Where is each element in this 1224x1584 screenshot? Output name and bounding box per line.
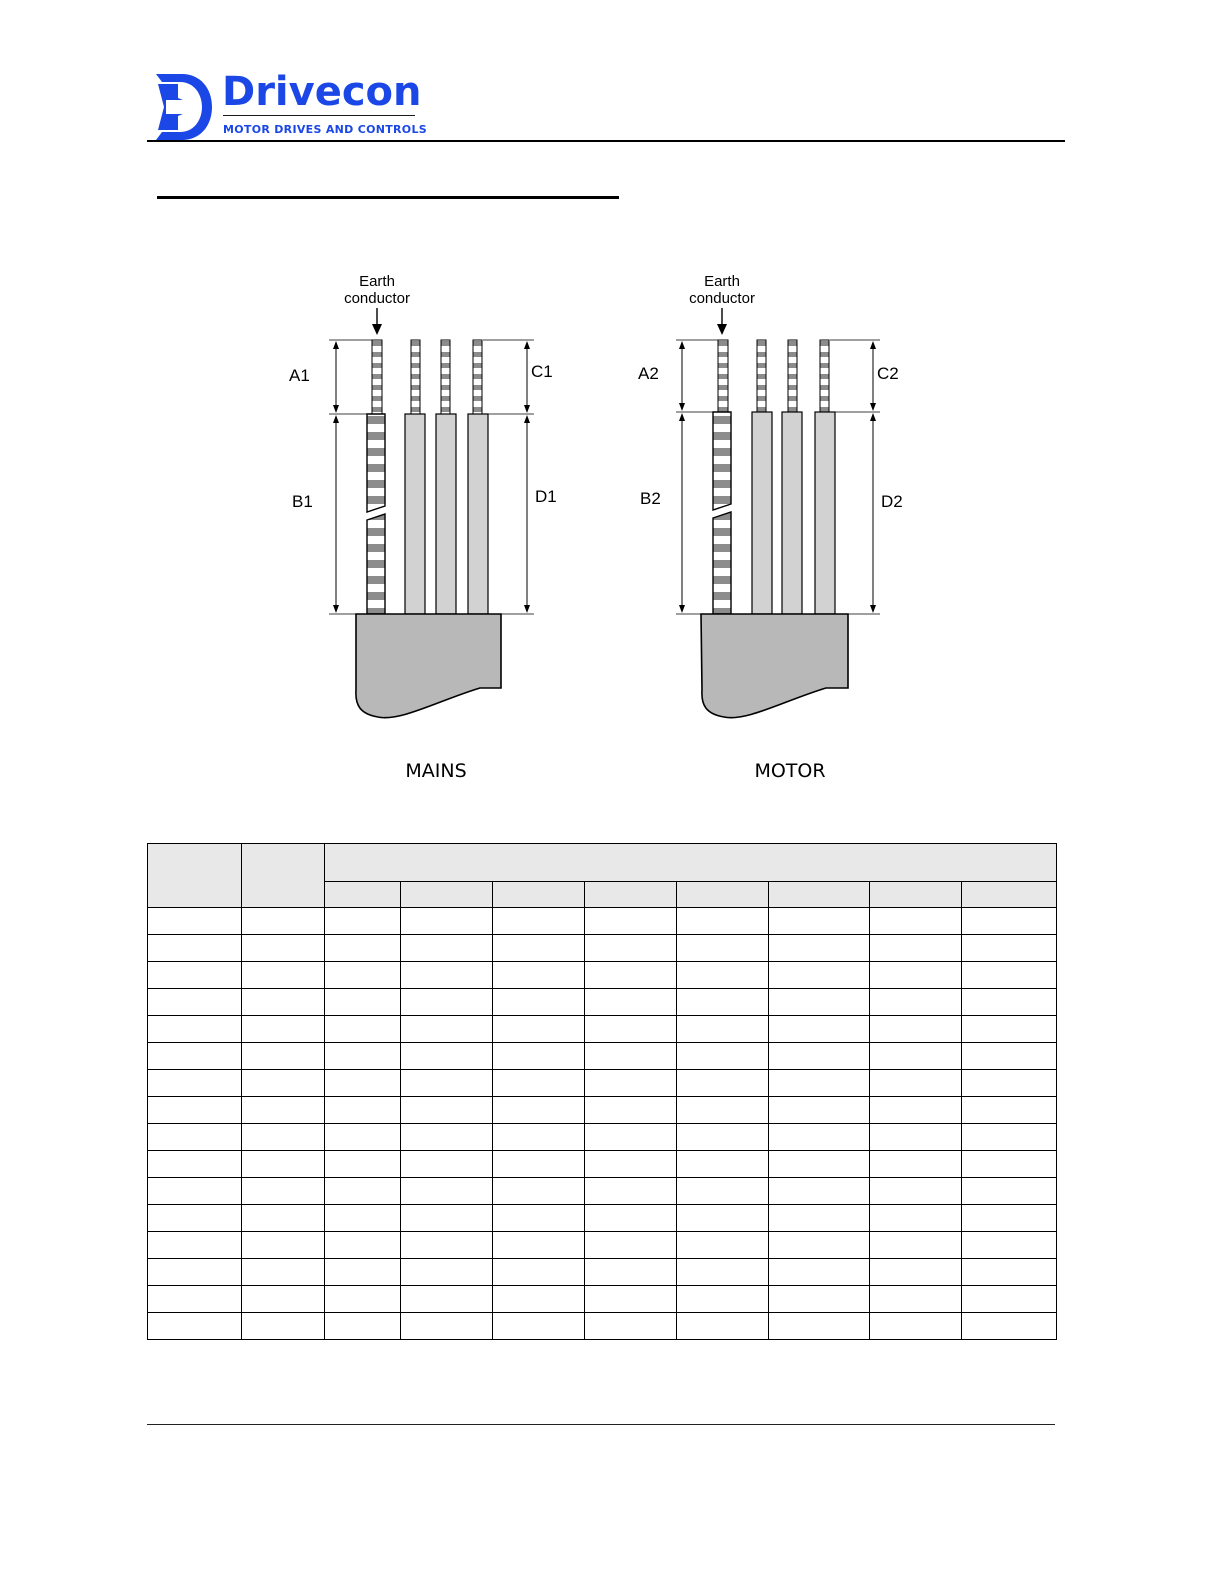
table-cell [870, 1286, 962, 1313]
footer-divider [147, 1424, 1055, 1425]
brand-tagline: MOTOR DRIVES AND CONTROLS [223, 123, 427, 136]
table-cell [677, 908, 769, 935]
table-cell [870, 1259, 962, 1286]
mains-phase-stripped-end [441, 340, 450, 414]
table-cell [325, 1232, 401, 1259]
table-cell [962, 1286, 1057, 1313]
table-cell [493, 989, 585, 1016]
table-cell [962, 1124, 1057, 1151]
table-cell [401, 962, 493, 989]
table-cell [677, 1205, 769, 1232]
table-cell [870, 908, 962, 935]
table-cell [148, 1313, 242, 1340]
table-cell [242, 1232, 325, 1259]
table-cell [493, 908, 585, 935]
table-cell [870, 1205, 962, 1232]
table-cell [962, 962, 1057, 989]
motor-earth-insulation-upper [713, 412, 731, 510]
table-cell [769, 1232, 870, 1259]
motor-caption: MOTOR [754, 760, 826, 782]
motor-dim-b-label: B2 [640, 489, 661, 508]
table-cell [962, 1259, 1057, 1286]
motor-diagram [638, 273, 903, 782]
mains-earth-insulation-upper [367, 414, 385, 512]
table-cell [401, 1178, 493, 1205]
table-cell [585, 1016, 677, 1043]
table-cell [962, 1151, 1057, 1178]
table-cell [585, 1232, 677, 1259]
table-cell [769, 1205, 870, 1232]
table-cell [242, 989, 325, 1016]
table-subheader-cell [585, 882, 677, 908]
table-cell [401, 1259, 493, 1286]
table-subheader-cell [870, 882, 962, 908]
table-cell [493, 1070, 585, 1097]
table-cell [677, 1016, 769, 1043]
table-cell [148, 1097, 242, 1124]
table-cell [242, 1178, 325, 1205]
table-cell [677, 1124, 769, 1151]
table-cell [325, 1016, 401, 1043]
mains-dim-d-label: D1 [535, 487, 557, 506]
table-cell [769, 1259, 870, 1286]
motor-earth-insulation-lower [713, 512, 731, 614]
table-cell [962, 1178, 1057, 1205]
table-cell [585, 1043, 677, 1070]
table-cell [148, 1178, 242, 1205]
motor-earth-label-line1: Earth [704, 273, 740, 290]
table-cell [870, 962, 962, 989]
motor-phase-stripped-end [757, 340, 766, 412]
table-row [148, 962, 1057, 989]
drivecon-logo [156, 69, 427, 142]
table-cell [962, 1070, 1057, 1097]
table-cell [962, 1043, 1057, 1070]
table-subheader-cell [962, 882, 1057, 908]
table-cell [962, 1232, 1057, 1259]
table-cell [677, 1070, 769, 1097]
motor-cable-sheath [701, 614, 848, 718]
table-cell [870, 1124, 962, 1151]
table-cell [242, 1070, 325, 1097]
table-row [148, 1232, 1057, 1259]
table-subheader-cell [769, 882, 870, 908]
table-cell [769, 1097, 870, 1124]
arrow-logo-icon [156, 74, 214, 140]
table-cell [493, 1286, 585, 1313]
table-row [148, 1259, 1057, 1286]
table-cell [401, 1205, 493, 1232]
table-subheader-cell [677, 882, 769, 908]
table-cell [242, 962, 325, 989]
table-cell [325, 1070, 401, 1097]
table-cell [148, 1043, 242, 1070]
table-cell [677, 1232, 769, 1259]
table-cell [401, 1070, 493, 1097]
table-cell [769, 1043, 870, 1070]
table-cell [493, 1124, 585, 1151]
motor-phase-conductor [782, 412, 802, 614]
table-cell [962, 908, 1057, 935]
mains-dim-c-label: C1 [531, 362, 553, 381]
table-row [148, 1016, 1057, 1043]
header-divider [147, 140, 1065, 142]
motor-earth-stripped-end [718, 340, 728, 412]
table-cell [585, 1286, 677, 1313]
cable-dimension-table [147, 843, 1057, 1340]
table-row [148, 1286, 1057, 1313]
table-cell [493, 1232, 585, 1259]
table-cell [585, 1259, 677, 1286]
table-cell [401, 1286, 493, 1313]
table-group-header [325, 844, 1057, 882]
table-cell [677, 1151, 769, 1178]
table-cell [962, 1205, 1057, 1232]
table-header-row [148, 844, 1057, 882]
table-cell [148, 1205, 242, 1232]
table-cell [148, 962, 242, 989]
table-cell [401, 1232, 493, 1259]
table-cell [962, 1016, 1057, 1043]
table-cell [870, 935, 962, 962]
motor-earth-label-line2: conductor [689, 290, 755, 307]
motor-dim-c-label: C2 [877, 364, 899, 383]
table-cell [870, 1232, 962, 1259]
table-cell [585, 908, 677, 935]
motor-phase-conductor [752, 412, 772, 614]
table-cell [870, 1178, 962, 1205]
mains-earth-insulation-lower [367, 514, 385, 614]
table-cell [493, 1178, 585, 1205]
table-cell [493, 1151, 585, 1178]
table-cell [148, 989, 242, 1016]
table-row [148, 1178, 1057, 1205]
table-row [148, 1070, 1057, 1097]
table-cell [585, 1070, 677, 1097]
table-cell [148, 1124, 242, 1151]
table-header-cell [148, 844, 242, 908]
table-row [148, 1124, 1057, 1151]
table-cell [870, 1043, 962, 1070]
table-cell [677, 1313, 769, 1340]
table-cell [325, 1178, 401, 1205]
table-cell [242, 908, 325, 935]
table-cell [677, 989, 769, 1016]
table-cell [325, 1313, 401, 1340]
table-cell [493, 1097, 585, 1124]
motor-phase-conductor [815, 412, 835, 614]
table-cell [493, 1205, 585, 1232]
table-cell [493, 935, 585, 962]
table-cell [242, 1313, 325, 1340]
table-cell [585, 1124, 677, 1151]
table-row [148, 1313, 1057, 1340]
table-cell [769, 1178, 870, 1205]
table-row [148, 935, 1057, 962]
table-body [148, 908, 1057, 1340]
table-cell [769, 935, 870, 962]
table-cell [769, 962, 870, 989]
table-row [148, 1097, 1057, 1124]
mains-phase-conductor [436, 414, 456, 614]
table-cell [401, 1151, 493, 1178]
table-cell [493, 962, 585, 989]
table-subheader-cell [401, 882, 493, 908]
table-cell [242, 1151, 325, 1178]
table-cell [148, 935, 242, 962]
table-cell [401, 908, 493, 935]
table-cell [870, 989, 962, 1016]
table-cell [769, 1070, 870, 1097]
table-cell [242, 1016, 325, 1043]
table-cell [401, 1097, 493, 1124]
table-cell [325, 1151, 401, 1178]
table-cell [769, 1016, 870, 1043]
table-cell [401, 1124, 493, 1151]
motor-dim-d-label: D2 [881, 492, 903, 511]
table-cell [325, 989, 401, 1016]
table-cell [148, 908, 242, 935]
table-cell [325, 1043, 401, 1070]
table-row [148, 1043, 1057, 1070]
table-cell [870, 1070, 962, 1097]
mains-cable-sheath [356, 614, 501, 718]
table-cell [677, 935, 769, 962]
table-cell [769, 1124, 870, 1151]
table-cell [148, 1151, 242, 1178]
table-cell [148, 1070, 242, 1097]
table-cell [677, 1286, 769, 1313]
table-cell [401, 1313, 493, 1340]
table-cell [585, 1313, 677, 1340]
mains-phase-stripped-end [473, 340, 482, 414]
table-cell [870, 1313, 962, 1340]
table-cell [242, 1286, 325, 1313]
table-cell [493, 1259, 585, 1286]
table-cell [585, 1097, 677, 1124]
table-cell [677, 1178, 769, 1205]
table-cell [769, 989, 870, 1016]
table-cell [242, 1097, 325, 1124]
motor-dim-a-label: A2 [638, 364, 659, 383]
table-row [148, 908, 1057, 935]
table-cell [325, 1097, 401, 1124]
table-cell [401, 1043, 493, 1070]
table-cell [870, 1097, 962, 1124]
table-cell [325, 1286, 401, 1313]
table-cell [493, 1043, 585, 1070]
table-cell [962, 1313, 1057, 1340]
mains-dim-a-label: A1 [289, 366, 310, 385]
mains-diagram [289, 273, 557, 782]
mains-dim-b-label: B1 [292, 492, 313, 511]
table-cell [585, 1205, 677, 1232]
table-cell [870, 1151, 962, 1178]
mains-earth-label-line1: Earth [359, 273, 395, 290]
table-cell [401, 989, 493, 1016]
table-cell [148, 1016, 242, 1043]
table-subheader-cell [325, 882, 401, 908]
table-cell [962, 1097, 1057, 1124]
table-cell [585, 1151, 677, 1178]
table-cell [325, 1205, 401, 1232]
table-cell [242, 935, 325, 962]
table-cell [585, 989, 677, 1016]
table-cell [585, 962, 677, 989]
table-cell [585, 1178, 677, 1205]
table-row [148, 989, 1057, 1016]
table-cell [677, 1097, 769, 1124]
table-cell [401, 1016, 493, 1043]
table-cell [242, 1259, 325, 1286]
table-cell [493, 1313, 585, 1340]
table-cell [962, 935, 1057, 962]
motor-phase-stripped-end [788, 340, 797, 412]
table-header-cell [242, 844, 325, 908]
mains-phase-stripped-end [411, 340, 420, 414]
mains-phase-conductor [405, 414, 425, 614]
table-cell [870, 1016, 962, 1043]
table-cell [677, 962, 769, 989]
mains-earth-label-line2: conductor [344, 290, 410, 307]
table-cell [769, 1286, 870, 1313]
table-cell [325, 935, 401, 962]
table-subheader-cell [493, 882, 585, 908]
table-cell [769, 1151, 870, 1178]
table-cell [242, 1124, 325, 1151]
table-cell [962, 989, 1057, 1016]
table-cell [325, 908, 401, 935]
table-cell [148, 1232, 242, 1259]
table-cell [242, 1205, 325, 1232]
table-cell [677, 1043, 769, 1070]
table-cell [401, 935, 493, 962]
table-cell [325, 962, 401, 989]
brand-name: Drivecon [222, 69, 422, 115]
table-row [148, 1151, 1057, 1178]
table-cell [493, 1016, 585, 1043]
mains-phase-conductor [468, 414, 488, 614]
logo-divider [223, 115, 415, 116]
motor-phase-stripped-end [820, 340, 829, 412]
table-cell [148, 1286, 242, 1313]
table-cell [585, 935, 677, 962]
table-cell [242, 1043, 325, 1070]
table-row [148, 1205, 1057, 1232]
table-cell [769, 908, 870, 935]
mains-caption: MAINS [405, 760, 467, 782]
section-title-rule [157, 196, 619, 199]
table-cell [148, 1259, 242, 1286]
mains-earth-stripped-end [372, 340, 382, 414]
table-cell [677, 1259, 769, 1286]
table-cell [325, 1259, 401, 1286]
table-cell [325, 1124, 401, 1151]
table-cell [769, 1313, 870, 1340]
